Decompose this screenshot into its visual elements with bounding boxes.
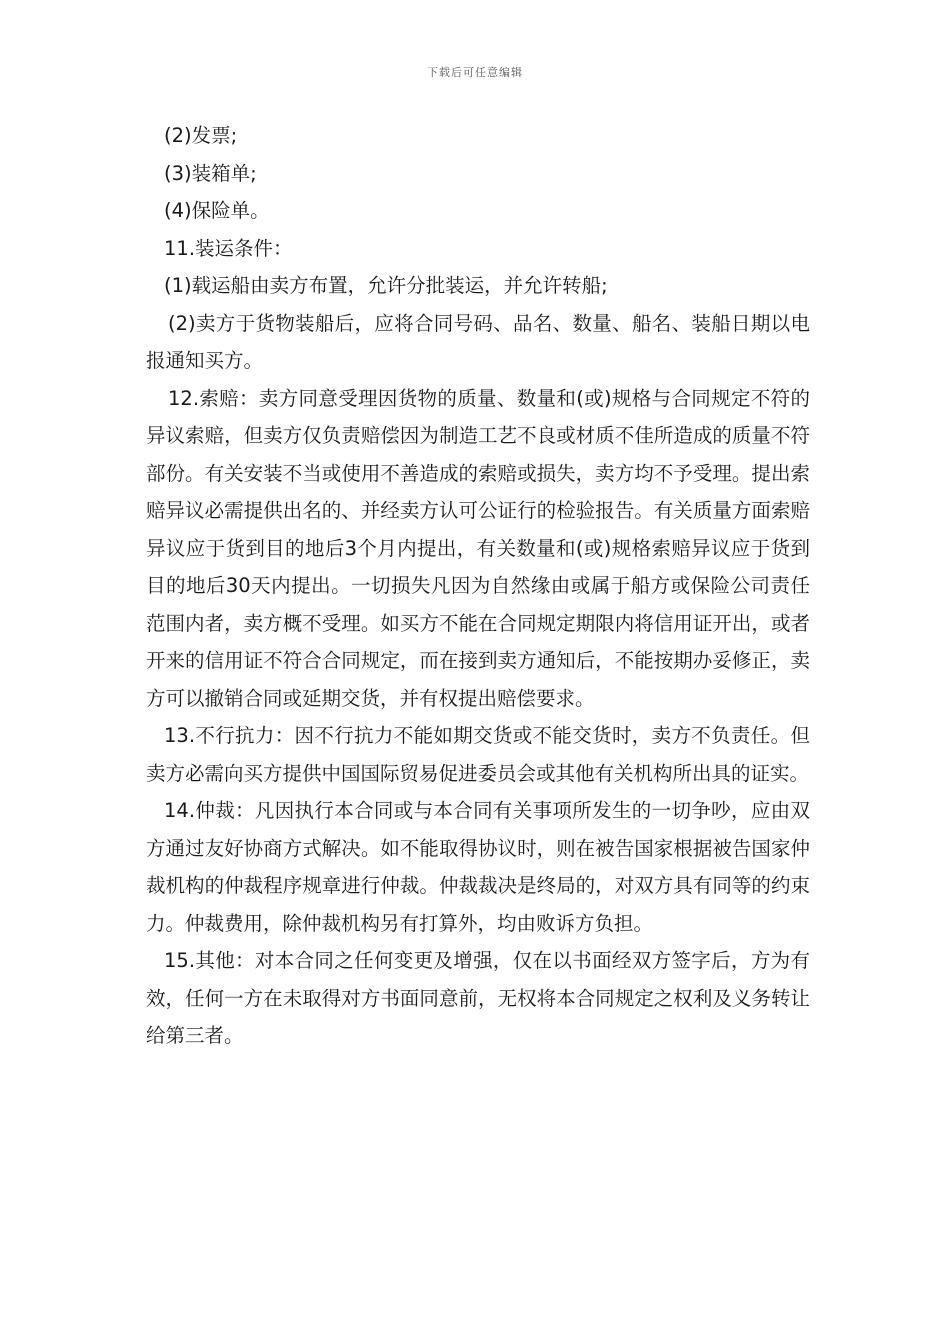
clause-force-majeure: 13.不行抗力：因不行抗力不能如期交货或不能交货时，卖方不负责任。但卖方必需向买方提供中国国际贸易促进委员会或其他有关机构所出具的证实。 xyxy=(146,724,810,785)
shipping-term-1: (1)载运船由卖方布置，允许分批装运，并允许转船; xyxy=(164,274,608,297)
list-item-packing-list: (3)装箱单; xyxy=(164,161,257,185)
page-header: 下载后可任意编辑 xyxy=(427,66,523,79)
list-item-invoice: (2)发票; xyxy=(164,124,238,147)
list-item-insurance-policy: (4)保险单。 xyxy=(164,199,270,222)
section-heading-shipping-terms: 11.装运条件： xyxy=(164,236,293,260)
document-body xyxy=(146,117,810,1055)
clause-other: 15.其他：对本合同之任何变更及增强，仅在以书面经双方签字后，方为有效，任何一方在未取得对方书面同意前，无权将本合同规定之权利及义务转让给第三者。 xyxy=(146,949,810,1047)
clause-arbitration: 14.仲裁：凡因执行本合同或与本合同有关事项所发生的一切争吵，应由双方通过友好协商方式解决。如不能取得协议时，则在被告国家根据被告国家仲裁机构的仲裁程序规章进行仲裁。仲裁裁决是终局的，对双方具有同等的约束力。仲裁费用，除仲裁机构另有打算外，均由败诉方负担。 xyxy=(146,799,810,935)
clause-claims: 12.索赔：卖方同意受理因货物的质量、数量和(或)规格与合同规定不符的异议索赔，但卖方仅负责赔偿因为制造工艺不良或材质不佳所造成的质量不符部份。有关安装不当或使用不善造成的索赔或损失，卖方均不予受理。提出索赔异议必需提供出名的、并经卖方认可公证行的检验报告。有关质量方面索赔异议应于货到目的地后3个月内提出，有关数量和(或)规格索赔异议应于货到目的地后30天内提出。一切损失凡因为自然缘由或属于船方或保险公司责任范围内者，卖方概不受理。如买方不能在合同规定期限内将信用证开出，或者开来的信用证不符合合同规定，而在接到卖方通知后，不能按期办妥修正，卖方可以撤销合同或延期交货，并有权提出赔偿要求。 xyxy=(146,386,810,710)
shipping-term-2: (2)卖方于货物装船后，应将合同号码、品名、数量、船名、装船日期以电报通知买方。 xyxy=(146,311,810,372)
